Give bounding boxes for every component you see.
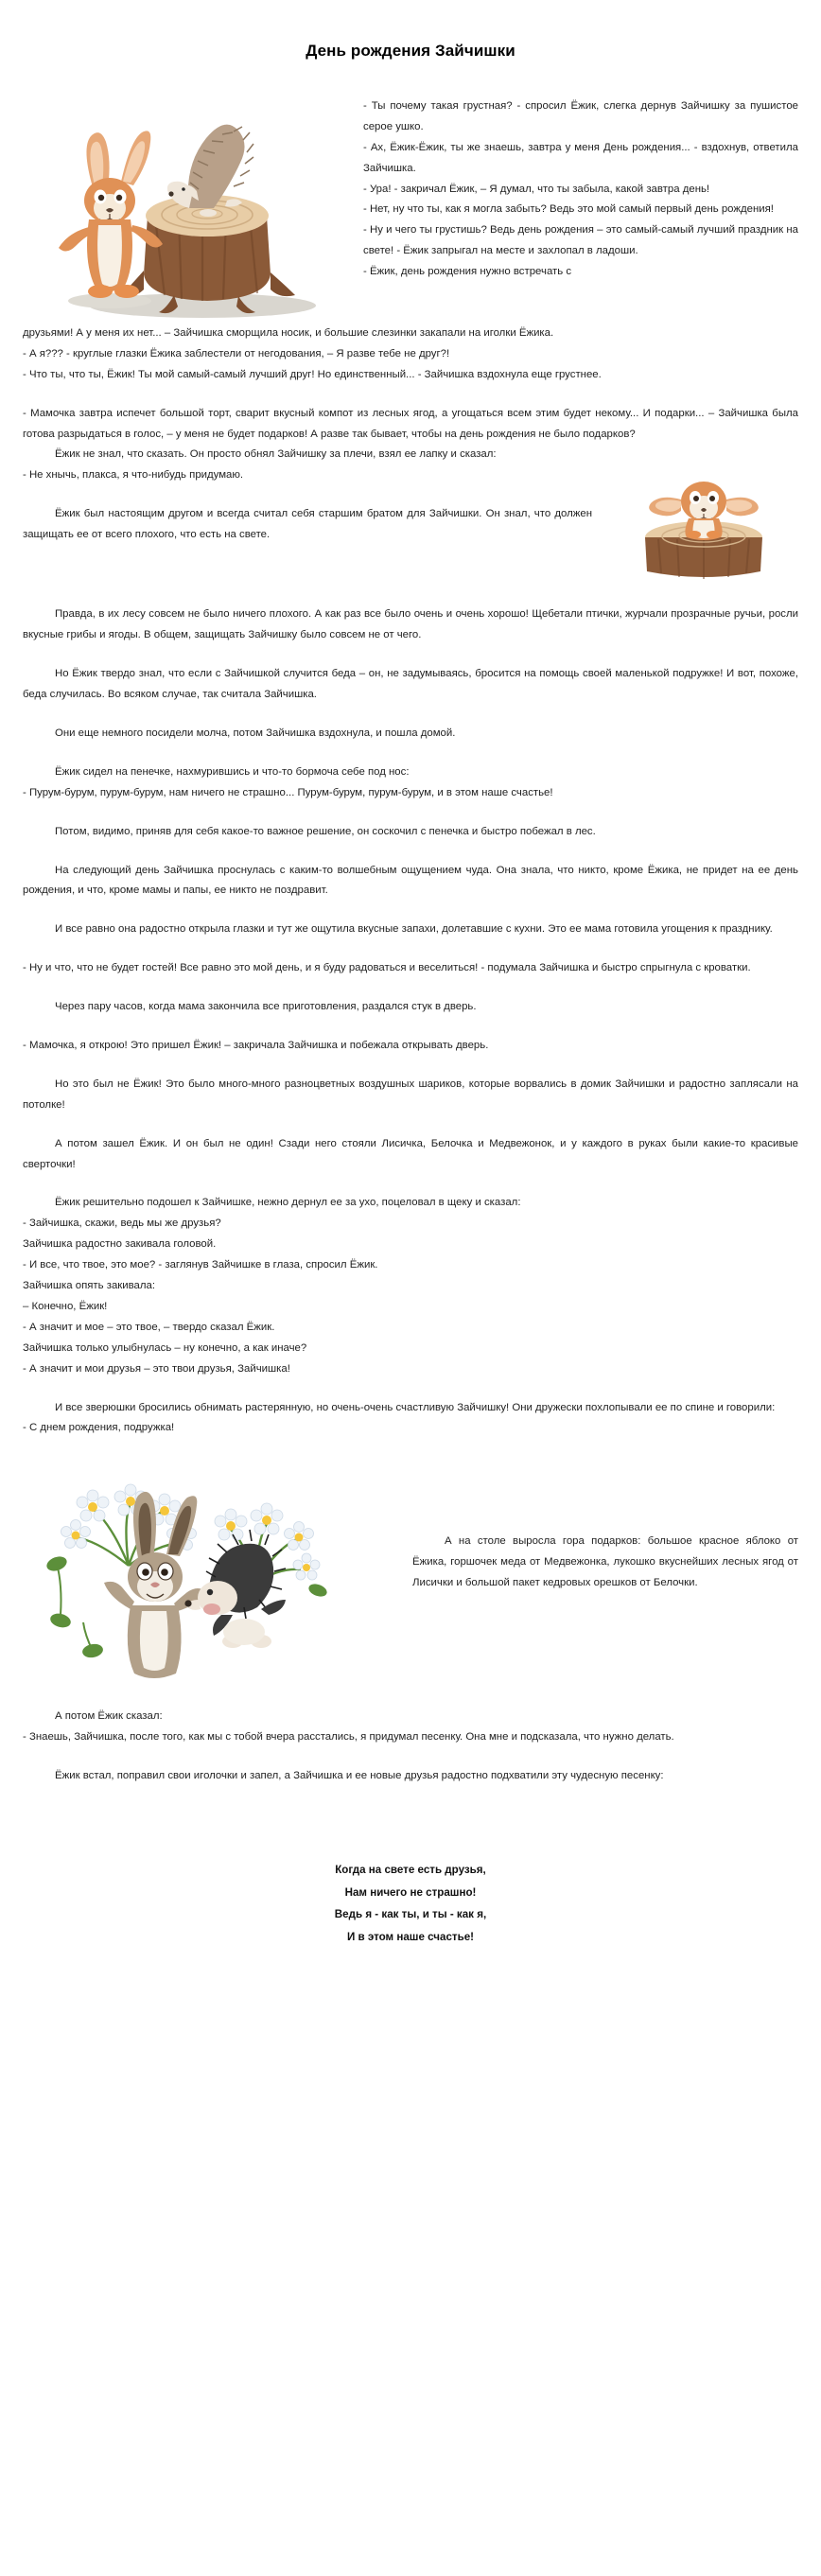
paragraph-9: Но Ёжик твердо знал, что если с Зайчишкой случится беда – он, не задумываясь, бросится на помощь своей маленькой подружке! И вот, похоже, беда случилась. Во всяком случае, так считала Зайчишка. bbox=[23, 668, 798, 701]
paragraph-11: Ёжик сидел на пенечке, нахмурившись и что-то бормоча себе под нос: bbox=[55, 765, 410, 778]
paragraph-26: – Конечно, Ёжик! bbox=[23, 1300, 108, 1312]
paragraph-21: Ёжик решительно подошел к Зайчишке, нежно дернул ее за ухо, поцеловал в щеку и сказал: bbox=[55, 1197, 521, 1209]
paragraph-3: - Что ты, что ты, Ёжик! Ты мой самый-самый лучший друг! Но единственный... - Зайчишка вздохнула еще грустнее. bbox=[23, 368, 602, 380]
rabbit-and-hedgehog-with-daisies-illustration bbox=[23, 1452, 401, 1689]
song-line-4: И в этом наше счастье! bbox=[346, 1931, 475, 1944]
paragraph-4: - Мамочка завтра испечет большой торт, сварит вкусный компот из лесных ягод, а угощаться всем этим будет некому... И подарки... – Зайчишка была готова разрыдаться в голос, – у меня не будет подарков! А разве так бывает, чтобы на день рождения не было подарков? bbox=[23, 407, 798, 440]
paragraph-23: Зайчишка радостно закивала головой. bbox=[23, 1238, 217, 1251]
paragraph-8: Правда, в их лесу совсем не было ничего плохого. А как раз все было очень и очень хорошо! Щебетали птички, журчали прозрачные ручьи, росли вкусные грибы и ягоды. В общем, защищать Зайчишку было совсем не от чего. bbox=[23, 608, 798, 641]
paragraph-30: И все зверюшки бросились обнимать растерянную, но очень-очень счастливую Зайчишку! Они дружески похлопывали ее по спине и говорили: bbox=[55, 1401, 776, 1413]
paragraph-22: - Зайчишка, скажи, ведь мы же друзья? bbox=[23, 1218, 221, 1230]
paragraph-20: А потом зашел Ёжик. И он был не один! Сзади него стояли Лисичка, Белочка и Медвежонок, и у каждого в руках были какие-то красивые сверточки! bbox=[23, 1137, 798, 1170]
paragraph-15: И все равно она радостно открыла глазки и тут же ощутила вкусные запахи, долетавшие с кухни. Это ее мама готовила угощения к празднику. bbox=[55, 923, 773, 936]
mid-illustration-block bbox=[23, 445, 798, 587]
song-line-2: Нам ничего не страшно! bbox=[344, 1885, 477, 1899]
paragraph-16: - Ну и что, что не будет гостей! Все равно это мой день, и я буду радоваться и веселиться! - подумала Зайчишка и быстро спрыгнула с кроватки. bbox=[23, 962, 751, 974]
story-ending bbox=[23, 1707, 798, 1787]
hero-line-5: - Ну и чего ты грустишь? Ведь день рождения – это самый-самый лучший праздник на свете! - Ёжик запрыгал на месте и захлопал в ладоши. bbox=[363, 224, 798, 257]
paragraph-18: - Мамочка, я открою! Это пришел Ёжик! – закричала Зайчишка и побежала открывать дверь. bbox=[23, 1040, 489, 1052]
paragraph-2: - А я??? - круглые глазки Ёжика заблестели от негодования, – Я разве тебе не друг?! bbox=[23, 347, 450, 359]
paragraph-33: А потом Ёжик сказал: bbox=[55, 1710, 163, 1723]
sad-rabbit-on-stump-illustration bbox=[609, 450, 798, 583]
paragraph-5: Ёжик не знал, что сказать. Он просто обнял Зайчишку за плечи, взял ее лапку и сказал: bbox=[55, 448, 497, 461]
paragraph-17: Через пару часов, когда мама закончила все приготовления, раздался стук в дверь. bbox=[55, 1001, 477, 1013]
paragraph-29: - А значит и мои друзья – это твои друзья, Зайчишка! bbox=[23, 1362, 290, 1375]
hero-section bbox=[23, 76, 798, 322]
page-title: День рождения Зайчишки bbox=[306, 42, 515, 60]
gifts-section bbox=[23, 1452, 798, 1689]
song-line-3: Ведь я - как ты, и ты - как я, bbox=[334, 1908, 487, 1921]
hero-line-1: - Ты почему такая грустная? - спросил Ёжик, слегка дернув Зайчишку за пушистое серое ушко. bbox=[363, 100, 798, 132]
paragraph-7: Ёжик был настоящим другом и всегда считал себя старшим братом для Зайчишки. Он знал, что должен защищать ее от всего плохого, что есть на свете. bbox=[23, 508, 592, 541]
paragraph-10: Они еще немного посидели молча, потом Зайчишка вздохнула, и пошла домой. bbox=[55, 727, 456, 740]
hero-dialogue bbox=[363, 76, 798, 283]
hero-line-6: - Ёжик, день рождения нужно встречать с bbox=[363, 266, 572, 278]
hero-line-2: - Ах, Ёжик-Ёжик, ты же знаешь, завтра у меня День рождения... - вздохнув, ответила Зайчишка. bbox=[363, 141, 798, 174]
paragraph-13: Потом, видимо, приняв для себя какое-то важное решение, он соскочил с пенечка и быстро побежал в лес. bbox=[55, 825, 596, 837]
paragraph-24: - И все, что твое, это мое? - заглянув Зайчишке в глаза, спросил Ёжик. bbox=[23, 1259, 378, 1271]
paragraph-32: А на столе выросла гора подарков: большое красное яблоко от Ёжика, горшочек меда от Медвежонка, лукошко вкуснейших лесных ягод от Лисички и большой пакет кедровых орешков от Белочки. bbox=[412, 1535, 798, 1589]
paragraph-28: Зайчишка только улыбнулась – ну конечно, а как иначе? bbox=[23, 1341, 307, 1354]
paragraph-6: - Не хнычь, плакса, я что-нибудь придумаю. bbox=[23, 469, 244, 482]
song-block bbox=[23, 1859, 798, 1949]
paragraph-1: друзьями! А у меня их нет... – Зайчишка сморщила носик, и большие слезинки закапали на иголки Ёжика. bbox=[23, 327, 554, 339]
paragraph-14: На следующий день Зайчишка проснулась с каким-то волшебным ощущением чуда. Она знала, что никто, кроме Ёжика, не придет на ее день рождения, и что, кроме мамы и папы, ее никто не поздравит. bbox=[23, 864, 798, 897]
paragraph-19: Но это был не Ёжик! Это было много-много разноцветных воздушных шариков, которые ворвались в домик Зайчишки и радостно заплясали на потолке! bbox=[23, 1078, 798, 1111]
paragraph-35: Ёжик встал, поправил свои иголочки и запел, а Зайчишка и ее новые друзья радостно подхватили эту чудесную песенку: bbox=[55, 1770, 664, 1782]
song-line-1: Когда на свете есть друзья, bbox=[335, 1863, 486, 1876]
hero-line-4: - Нет, ну что ты, как я могла забыть? Ведь это мой самый первый день рождения! bbox=[363, 203, 774, 216]
paragraph-25: Зайчишка опять закивала: bbox=[23, 1280, 156, 1292]
rabbit-and-hedgehog-on-stump-illustration bbox=[23, 76, 363, 322]
paragraph-12: - Пурум-бурум, пурум-бурум, нам ничего не страшно... Пурум-бурум, пурум-бурум, и в этом наше счастье! bbox=[23, 786, 553, 798]
hero-line-3: - Ура! - закричал Ёжик, – Я думал, что ты забыла, какой завтра день! bbox=[363, 183, 710, 195]
paragraph-27: - А значит и мое – это твое, – твердо сказал Ёжик. bbox=[23, 1321, 275, 1333]
paragraph-31: - С днем рождения, подружка! bbox=[23, 1422, 175, 1434]
story-body bbox=[23, 324, 798, 1439]
paragraph-34: - Знаешь, Зайчишка, после того, как мы с тобой вчера расстались, я придумал песенку. Она мне и подсказала, что нужно делать. bbox=[23, 1731, 674, 1744]
gifts-text-column bbox=[401, 1452, 798, 1594]
